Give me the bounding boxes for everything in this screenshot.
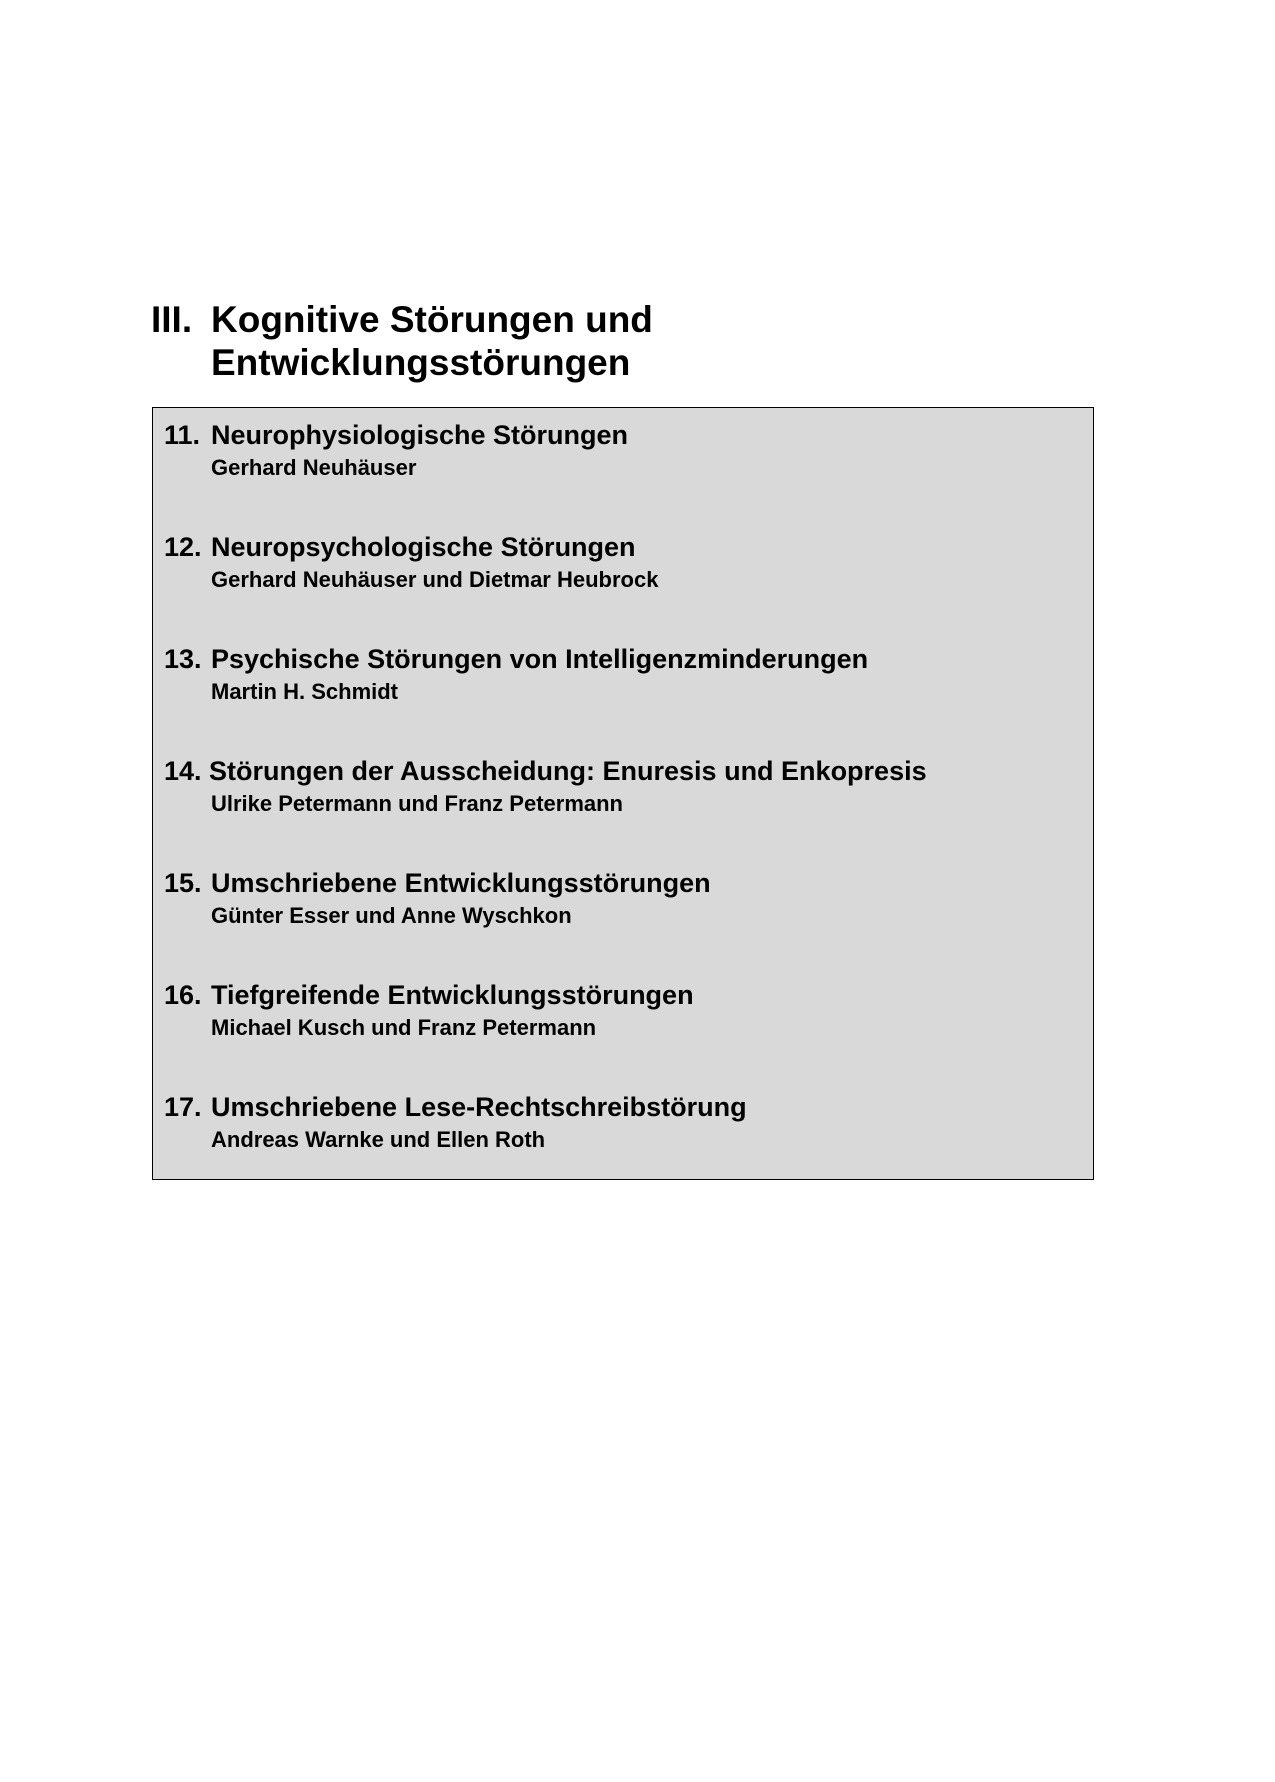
chapter-entry	[164, 866, 1084, 930]
chapter-number: 12.	[164, 532, 202, 562]
chapter-entry	[164, 642, 1084, 706]
chapter-number: 17.	[164, 1092, 202, 1122]
chapter-title: Umschriebene Lese-Rechtschreibstörung	[211, 1092, 747, 1122]
chapter-title: Umschriebene Entwicklungsstörungen	[211, 868, 711, 898]
chapter-title: Tiefgreifende Entwicklungsstörungen	[211, 980, 694, 1010]
chapter-authors: Michael Kusch und Franz Petermann	[211, 1015, 597, 1040]
chapter-entry	[164, 530, 1084, 594]
chapter-authors: Gerhard Neuhäuser und Dietmar Heubrock	[211, 567, 659, 592]
chapter-authors: Martin H. Schmidt	[211, 679, 399, 704]
part-title	[211, 298, 653, 384]
chapter-entry	[164, 978, 1084, 1042]
chapter-list-box	[152, 407, 1094, 1180]
chapter-number: 15.	[164, 868, 202, 898]
chapter-number: 14.	[164, 756, 202, 786]
chapter-title: Psychische Störungen von Intelligenzminderungen	[211, 644, 869, 674]
chapter-authors: Andreas Warnke und Ellen Roth	[211, 1127, 546, 1152]
chapter-title: Neuropsychologische Störungen	[211, 532, 636, 562]
chapter-title: Störungen der Ausscheidung: Enuresis und Enkopresis	[209, 756, 927, 786]
part-title-line: Kognitive Störungen und	[211, 299, 653, 340]
chapter-authors: Günter Esser und Anne Wyschkon	[211, 903, 572, 928]
chapter-title: Neurophysiologische Störungen	[211, 420, 629, 450]
part-title-line: Entwicklungsstörungen	[211, 342, 631, 383]
chapter-authors: Gerhard Neuhäuser	[211, 455, 417, 480]
chapter-number: 11.	[164, 420, 201, 450]
chapter-entry	[164, 754, 1084, 818]
chapter-entry	[164, 418, 1084, 482]
chapter-entry	[164, 1090, 1084, 1154]
chapter-number: 16.	[164, 980, 202, 1010]
chapter-number: 13.	[164, 644, 202, 674]
part-numeral: III.	[151, 299, 193, 340]
chapter-authors: Ulrike Petermann und Franz Petermann	[211, 791, 623, 816]
part-heading	[151, 298, 1051, 384]
